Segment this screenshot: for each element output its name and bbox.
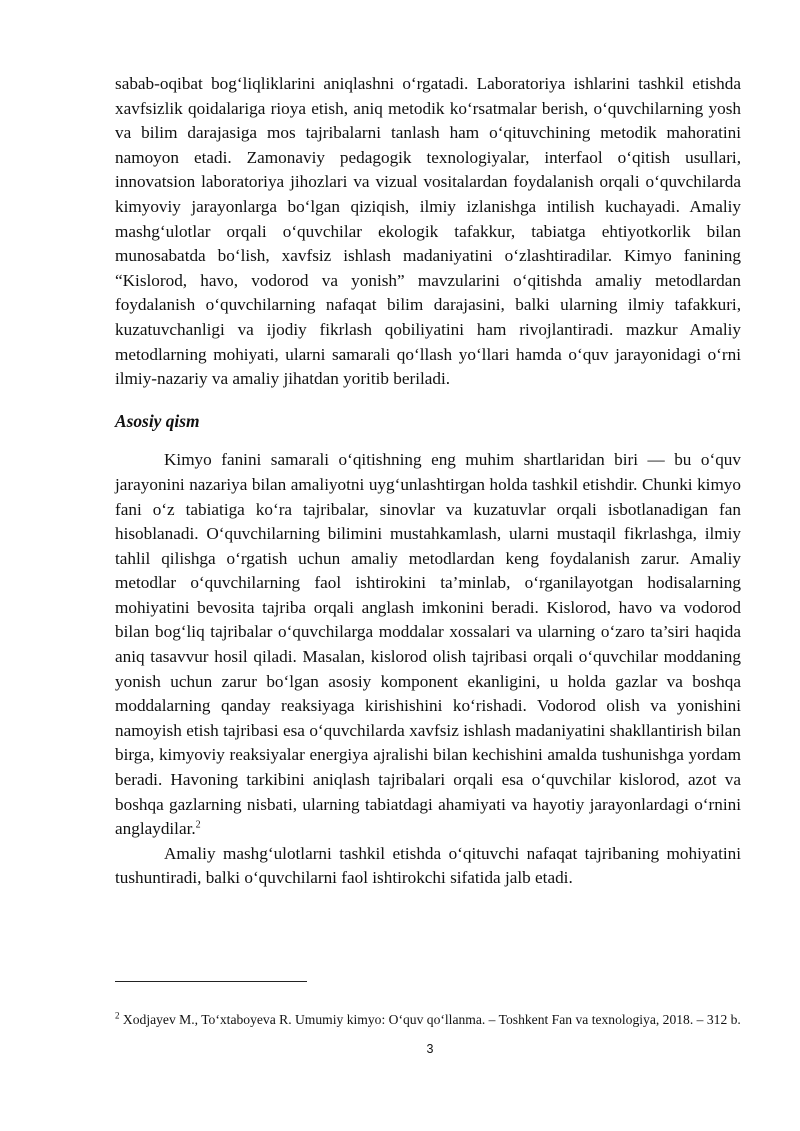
footnote-divider bbox=[115, 981, 307, 982]
main-paragraph-text: Kimyo fanini samarali o‘qitishning eng muhim shartlaridan biri — bu o‘quv jarayonini nazariya bilan amaliyotni uyg‘unlashtirgan holda tashkil etishdir. Chunki kimyo fani o‘z tabiatiga ko‘ra tajribalar, sinovlar va kuzatuvlar orqali isbotlanadigan fan hisoblanadi. O‘quvchilarning bilimini mustahkamlash, ularni mustaqil fikrlashga, ilmiy tahlil qilishga o‘rgatish uchun amaliy metodlardan keng foydalanish zarur. Amaliy metodlar o‘quvchilarning faol ishtirokini ta’minlab, o‘rganilayotgan hodisalarning mohiyatini bevosita tajriba orqali anglash imkonini beradi. Kislorod, havo va vodorod bilan bog‘liq tajribalar o‘quvchilarga moddalar xossalari va ularning o‘zaro ta’siri haqida aniq tasavvur hosil qiladi. Masalan, kislorod olish tajribasi orqali o‘quvchilar moddaning yonish uchun zarur bo‘lgan asosiy komponent ekanligini, u holda gazlar va boshqa moddalarning qanday reaksiyaga kirishishini ko‘rishadi. Vodorod olish va yonishini namoyish etish tajribasi esa o‘quvchilarda xavfsiz ishlash madaniyatini shakllantirish bilan birga, kimyoviy reaksiyalar energiya ajralishi bilan kechishini amalda tushunishga yordam beradi. Havoning tarkibini aniqlash tajribalari orqali esa o‘quvchilar kislorod, azot va boshqa gazlarning nisbati, ularning tabiatdagi ahamiyati va hayotiy jarayonlardagi o‘rnini anglaydilar. bbox=[115, 450, 741, 839]
page-number: 3 bbox=[426, 1042, 434, 1056]
intro-paragraph: sabab-oqibat bog‘liqliklarini aniqlashni o‘rgatadi. Laboratoriya ishlarini tashkil etishda xavfsizlik qoidalariga rioya etish, aniq metodik ko‘rsatmalar berish, o‘quvchilarning yosh va bilim darajasiga mos tajribalarni tanlash ham o‘qituvchining metodik mahoratini namoyon etadi. Zamonaviy pedagogik texnologiyalar, interfaol o‘qitish usullari, innovatsion laboratoriya jihozlari va vizual vositalardan foydalanish orqali o‘quvchilarda kimyoviy jarayonlarga bo‘lgan qiziqish, ilmiy izlanishga intilish kuchayadi. Amaliy mashg‘ulotlar orqali o‘quvchilar ekologik tafakkur, tabiatga ehtiyotkorlik bilan munosabatda bo‘lish, xavfsiz ishlash madaniyatini o‘zlashtiradilar. Kimyo fanining “Kislorod, havo, vodorod va yonish” mavzularini o‘qitishda amaliy metodlardan foydalanish o‘quvchilarning nafaqat bilim darajasini, balki ularning ilmiy tafakkuri, kuzatuvchanligi va ijodiy fikrlash qobiliyatini ham rivojlantiradi. mazkur Amaliy metodlarning mohiyati, ularni samarali qo‘llash yo‘llari hamda o‘quv jarayonidagi o‘rni ilmiy-nazariy va amaliy jihatdan yoritib beriladi. bbox=[115, 74, 741, 389]
footnote-text: Xodjayev M., To‘xtaboyeva R. Umumiy kimyo: O‘quv qo‘llanma. – Toshkent Fan va texnologiya, 2018. – 312 b. bbox=[122, 1012, 741, 1027]
page-body bbox=[115, 72, 741, 891]
closing-paragraph: Amaliy mashg‘ulotlarni tashkil etishda o‘qituvchi nafaqat tajribaning mohiyatini tushuntiradi, balki o‘quvchilarni faol ishtirokchi sifatida jalb etadi. bbox=[115, 843, 741, 888]
section-heading: Asosiy qism bbox=[115, 410, 200, 431]
footnote-reference[interactable]: 2 bbox=[195, 819, 201, 831]
main-paragraph bbox=[115, 448, 741, 842]
footnote bbox=[115, 1009, 741, 1030]
footnote-marker: 2 bbox=[115, 1010, 120, 1021]
